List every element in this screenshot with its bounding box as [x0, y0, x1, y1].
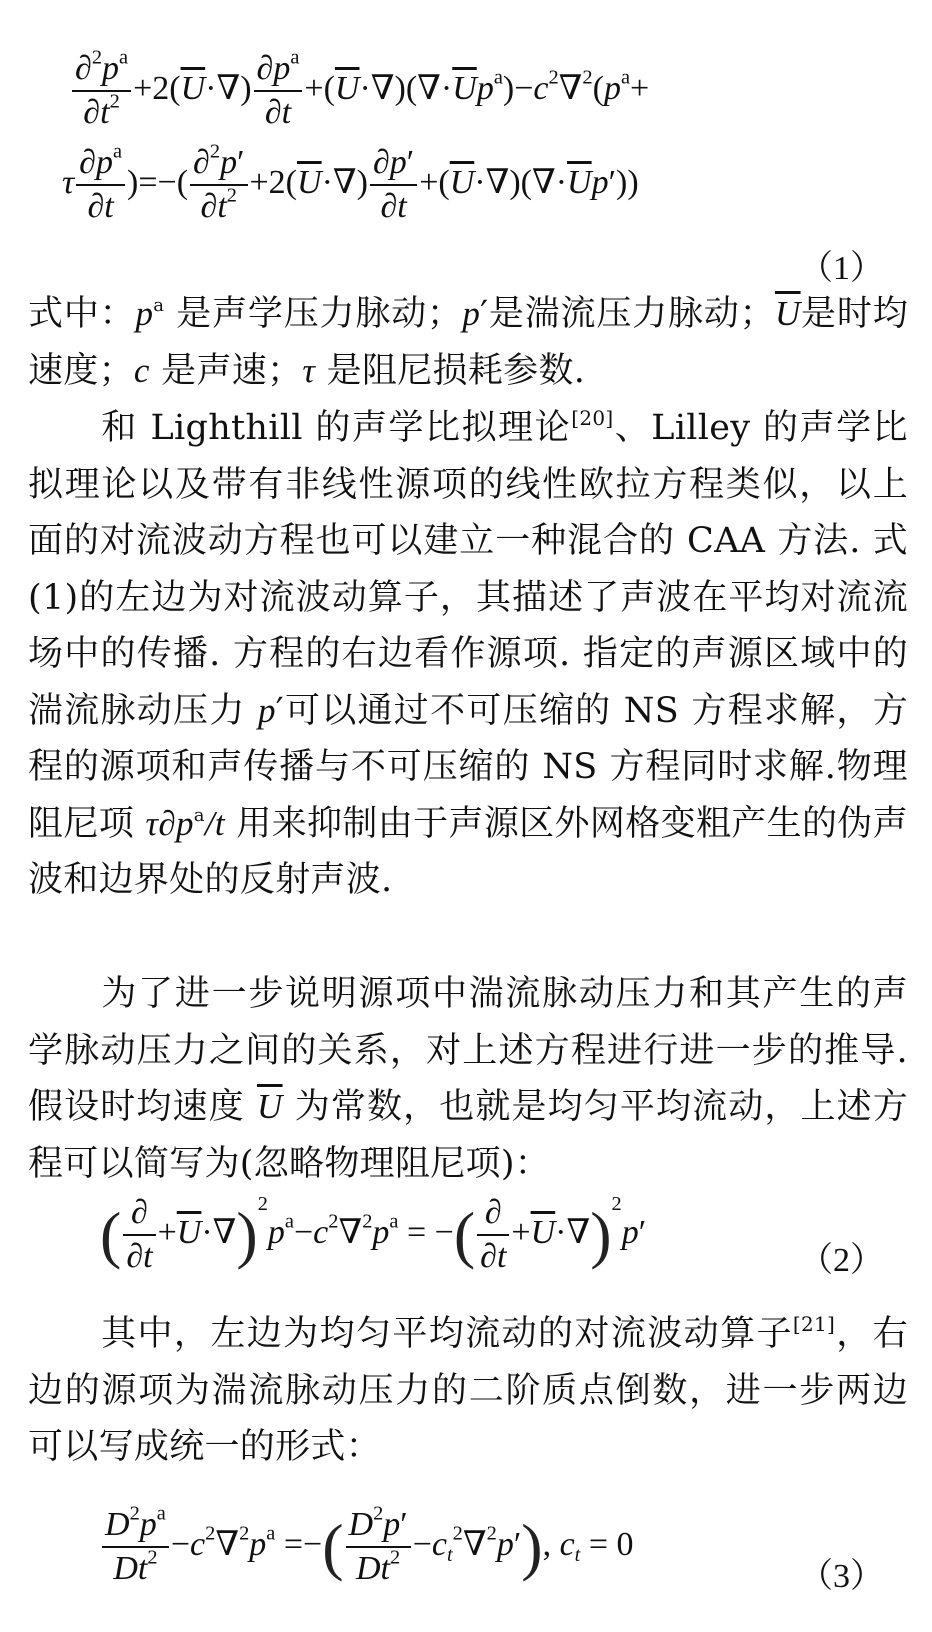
equation-3: $\frac{D^2p^a}{Dt^2}$ $-c^2\nabla^2p^a$ =−( $\frac{D^2p'}{Dt^2}$ $-c_t^2\nabla^2p'$), $c_t = 0$ [100, 1508, 932, 1586]
equation-1-number: （1） [799, 250, 884, 287]
paragraph-unified-form: 其中，左边为均匀平均流动的对流波动算子[21]，右边的源项为湍流脉动压力的二阶质点倒数，进一步两边可以写成统一的形式： [28, 1312, 908, 1467]
citation-20[interactable]: [20] [571, 406, 614, 430]
equation-3-number: （3） [799, 1558, 884, 1595]
equation-1-line-2: τ $\frac{\partial p^a}{\partial t}$ )=−( $\frac{\partial^2p'}{\partial t^2}$ $+2(\overline{U}\cdot\nabla)$ $\frac{\partial p'}{\partial t}$ $+(\overline{U}\cdot\nabla)(\nabla\cdot\overline{U}p')$) [62, 140, 639, 225]
paragraph-variable-definitions: 式中：$p^a$ 是声学压力脉动；p′是湍流压力脉动；$\overline{U}$是时均速度；c 是声速；τ 是阻尼损耗参数. [28, 294, 908, 391]
equation-2-number: （2） [799, 1242, 884, 1279]
paragraph-caa-method: 和 Lighthill 的声学比拟理论[20]、Lilley 的声学比拟理论以及带有非线性源项的线性欧拉方程类似，以上面的对流波动方程也可以建立一种混合的 CAA 方法. 式(1)的左边为对流波动算子，其描述了声波在平均对流流场中的传播. 方程的右边看作源项. 指定的声源区域中的湍流脉动压力 p′可以通过不可压缩的 NS 方程求解，方程的源项和声传播与不可压缩的 NS 方程同时求解.物理阻尼项 $\tau\partial p^a/t$ 用来抑制由于声源区外网格变粗产生的伪声波和边界处的反射声波. [28, 406, 908, 900]
equation-1-line-1: $\frac{\partial^2p^a}{\partial t^2}$ $+2(\overline{U}\cdot\nabla)$ $\frac{\partial p^a}{\partial t}$ $+(\overline{U}\cdot\nabla)(\nabla\cdot\overline{U}p^a)-c^2\nabla^2(p^a+$ [70, 52, 932, 130]
citation-21[interactable]: [21] [792, 1312, 836, 1336]
equation-2: ( $\frac{\partial}{\partial t}$ $+\overline{U}\cdot\nabla)^2p^a-c^2\nabla^2p^a$ = −( $\frac{\partial}{\partial t}$ $+\overline{U}\cdot\nabla)^2p'$ [100, 1193, 647, 1275]
paragraph-derivation: 为了进一步说明源项中湍流脉动压力和其产生的声学脉动压力之间的关系，对上述方程进行进一步的推导. 假设时均速度 $\overline{U}$ 为常数，也就是均匀平均流动，上述方程可以简写为(忽略物理阻尼项)： [28, 974, 908, 1184]
